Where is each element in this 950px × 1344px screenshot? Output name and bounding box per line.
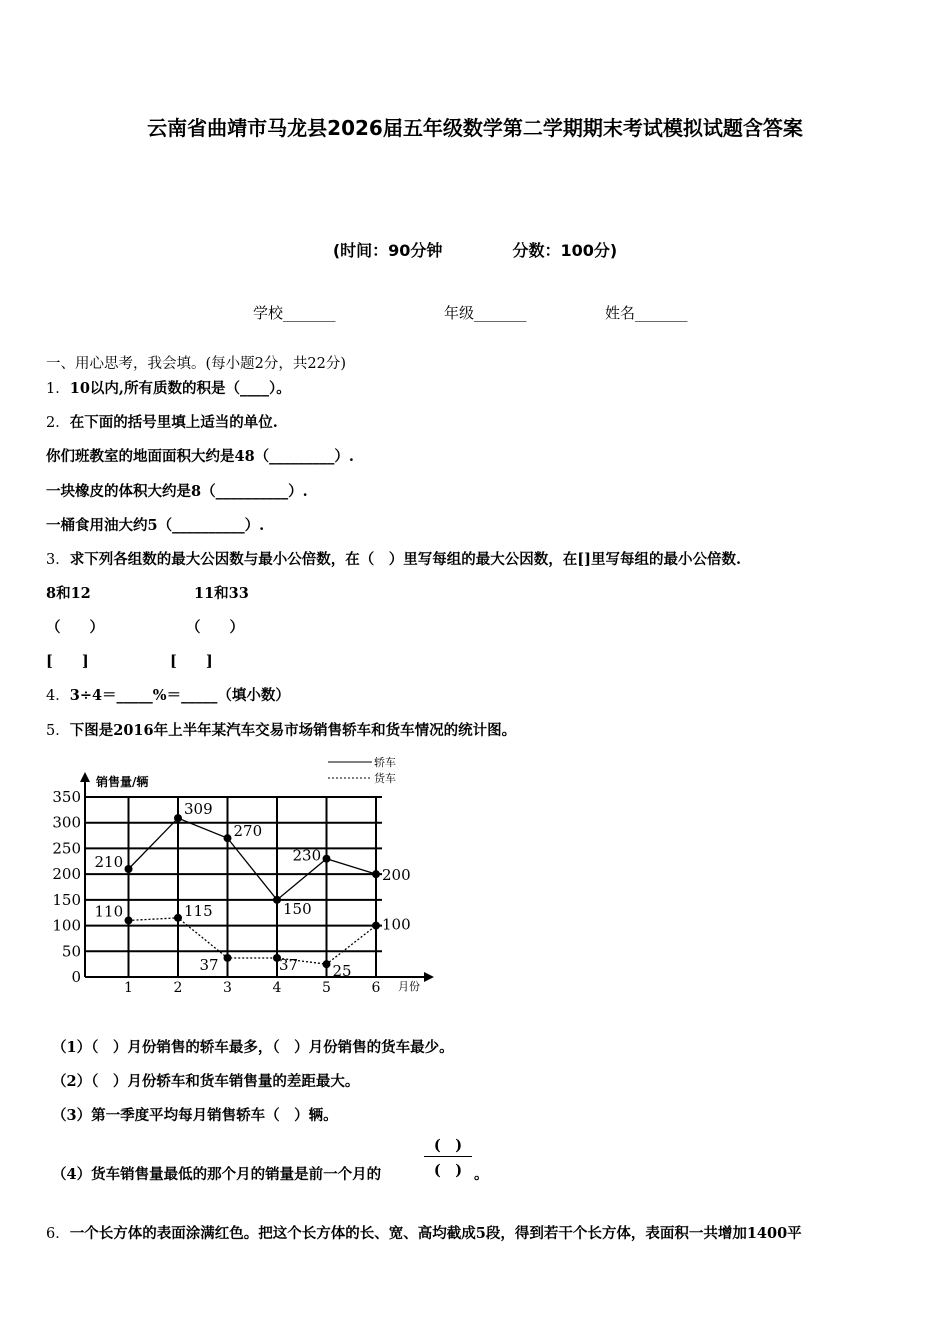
car-point bbox=[125, 865, 133, 873]
exam-score: 分数：100分) bbox=[512, 241, 618, 260]
q5-sub-2: （2）（ ）月份轿车和货车销售量的差距最大。 bbox=[52, 1073, 360, 1090]
truck-point bbox=[224, 954, 232, 962]
x-tick-label: 5 bbox=[322, 980, 331, 996]
car-data-label: 309 bbox=[184, 800, 213, 819]
truck-point bbox=[372, 922, 380, 930]
question-5 bbox=[46, 719, 516, 740]
car-point bbox=[174, 814, 182, 822]
q3-text: 求下列各组数的最大公因数与最小公倍数，在（ ）里写每组的最大公因数，在[]里写每组的最小公倍数. bbox=[69, 551, 741, 568]
truck-data-label: 37 bbox=[279, 955, 299, 974]
grade-field: 年级_______ bbox=[444, 304, 527, 322]
fraction-denominator: ( ) bbox=[424, 1156, 472, 1180]
q5-fraction bbox=[424, 1134, 472, 1180]
x-axis-arrow bbox=[424, 972, 434, 982]
q5-sub-1: （1）（ ）月份销售的轿车最多，（ ）月份销售的货车最少。 bbox=[52, 1039, 454, 1056]
q4-text: 3÷4＝_____%＝_____（填小数） bbox=[69, 687, 290, 704]
q5-sub-3: （3）第一季度平均每月销售轿车（ ）辆。 bbox=[52, 1107, 338, 1124]
q5-text: 下图是2016年上半年某汽车交易市场销售轿车和货车情况的统计图。 bbox=[69, 722, 517, 739]
car-data-label: 230 bbox=[292, 846, 322, 865]
truck-point bbox=[323, 960, 331, 968]
q3-paren-2: （ ） bbox=[186, 619, 244, 636]
question-4 bbox=[46, 684, 290, 705]
q3-pair-2: 11和33 bbox=[194, 585, 249, 602]
truck-data-label: 37 bbox=[199, 955, 219, 974]
legend-label-truck: 货车 bbox=[374, 772, 396, 785]
q3-bracket-1: [ ] bbox=[46, 653, 89, 670]
y-tick-label: 300 bbox=[52, 813, 81, 832]
exam-meta bbox=[0, 238, 950, 261]
q3-pair-1: 8和12 bbox=[46, 585, 91, 602]
q5-num: 5． bbox=[46, 723, 70, 739]
x-tick-label: 6 bbox=[371, 980, 381, 996]
x-tick-label: 1 bbox=[124, 980, 133, 996]
y-axis-label: 销售量/辆 bbox=[96, 775, 149, 789]
y-tick-label: 200 bbox=[52, 865, 81, 884]
car-point bbox=[372, 870, 380, 878]
car-point bbox=[273, 896, 281, 904]
truck-point bbox=[174, 914, 182, 922]
y-axis-arrow bbox=[80, 772, 90, 782]
document-title: 云南省曲靖市马龙县2026届五年级数学第二学期期末考试模拟试题含答案 bbox=[147, 116, 803, 140]
q6-text: 一个长方体的表面涂满红色。把这个长方体的长、宽、高均截成5段，得到若干个长方体，表面积一共增加1400平 bbox=[69, 1225, 802, 1242]
y-tick-label: 250 bbox=[52, 839, 81, 858]
q2-line-1: 你们班教室的地面面积大约是48（_________）. bbox=[46, 448, 354, 465]
question-3 bbox=[46, 548, 741, 569]
q2-line-2: 一块橡皮的体积大约是8（__________）. bbox=[46, 483, 308, 500]
truck-data-label: 100 bbox=[382, 915, 411, 934]
q3-num: 3． bbox=[46, 552, 70, 568]
x-tick-label: 2 bbox=[173, 980, 183, 996]
q5-sub-4-end: 。 bbox=[474, 1166, 489, 1183]
truck-data-label: 115 bbox=[184, 901, 213, 920]
q2-num: 2． bbox=[46, 415, 70, 431]
y-tick-label: 50 bbox=[61, 942, 81, 961]
truck-data-label: 110 bbox=[94, 902, 124, 921]
q4-num: 4． bbox=[46, 688, 70, 704]
car-point bbox=[224, 834, 232, 842]
fraction-numerator: ( ) bbox=[433, 1137, 463, 1154]
exam-time: (时间：90分钟 bbox=[332, 241, 443, 260]
school-field: 学校_______ bbox=[253, 304, 336, 322]
q3-paren-1: （ ） bbox=[46, 619, 104, 636]
question-6 bbox=[46, 1222, 802, 1243]
q2-text: 在下面的括号里填上适当的单位. bbox=[69, 414, 278, 431]
car-data-label: 210 bbox=[94, 853, 124, 871]
car-data-label: 150 bbox=[283, 899, 312, 918]
truck-point bbox=[125, 916, 133, 924]
car-data-label: 200 bbox=[382, 866, 411, 885]
section1-header: 一、用心思考，我会填。(每小题2分，共22分) bbox=[46, 356, 346, 372]
x-axis-label: 月份 bbox=[398, 980, 420, 993]
q1-num: 1． bbox=[46, 381, 70, 397]
truck-data-label: 25 bbox=[332, 962, 352, 981]
x-tick-label: 3 bbox=[223, 980, 232, 996]
q2-line-3: 一桶食用油大约5（__________）. bbox=[46, 517, 265, 534]
y-tick-label: 350 bbox=[52, 788, 81, 806]
sales-line-chart bbox=[42, 752, 442, 997]
q1-text: 10以内,所有质数的积是（____）。 bbox=[69, 380, 291, 397]
q3-bracket-2: [ ] bbox=[170, 653, 213, 670]
question-2 bbox=[46, 411, 278, 432]
question-1 bbox=[46, 377, 291, 398]
legend-label-car: 轿车 bbox=[374, 756, 396, 769]
x-tick-label: 4 bbox=[272, 980, 282, 996]
y-tick-label: 100 bbox=[52, 916, 81, 935]
y-tick-label: 0 bbox=[71, 968, 81, 986]
y-tick-label: 150 bbox=[52, 890, 81, 909]
q5-sub-4: （4）货车销售量最低的那个月的销量是前一个月的 bbox=[52, 1166, 382, 1183]
q6-num: 6． bbox=[46, 1226, 70, 1242]
car-point bbox=[323, 855, 331, 863]
car-data-label: 270 bbox=[233, 822, 263, 841]
name-field: 姓名_______ bbox=[605, 304, 688, 322]
